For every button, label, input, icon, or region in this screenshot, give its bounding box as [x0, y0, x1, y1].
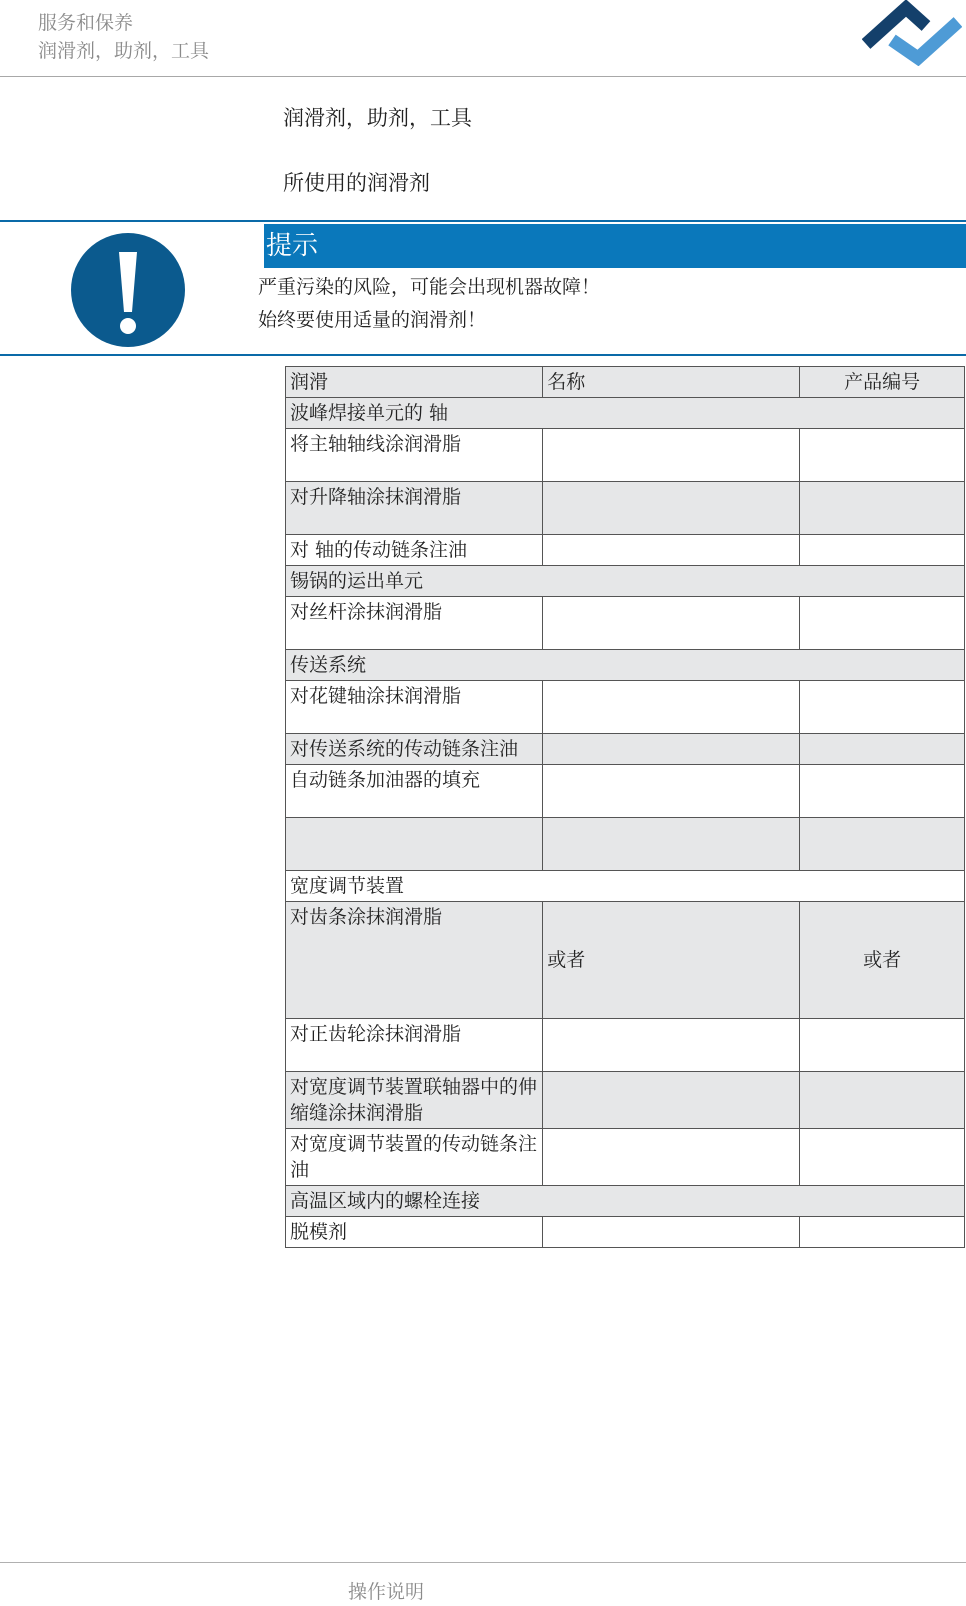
name-cell	[543, 1072, 800, 1129]
product-number-cell	[800, 734, 965, 765]
name-cell	[543, 818, 800, 871]
lubrication-cell: 对 轴的传动链条注油	[286, 535, 543, 566]
section-label: 宽度调节装置	[286, 871, 965, 902]
name-cell: 或者	[543, 902, 800, 1019]
notice-heading: 提示	[266, 231, 319, 261]
section-subtitle: 所使用的润滑剂	[283, 171, 430, 195]
product-number-cell	[800, 818, 965, 871]
header-chapter: 服务和保养	[38, 12, 134, 34]
table-row	[286, 765, 965, 818]
table-section-row	[286, 871, 965, 902]
lubrication-cell: 脱模剂	[286, 1217, 543, 1248]
section-label: 波峰焊接单元的 轴	[286, 398, 965, 429]
lubricant-table	[285, 366, 965, 1248]
footer-text: 操作说明	[348, 1581, 425, 1603]
header-cell-name: 名称	[543, 367, 800, 398]
name-cell	[543, 765, 800, 818]
table-row	[286, 1019, 965, 1072]
table-row	[286, 902, 965, 1019]
notice-text-line-2: 始终要使用适量的润滑剂！	[258, 309, 487, 331]
product-number-cell	[800, 681, 965, 734]
lubrication-cell	[286, 818, 543, 871]
exclamation-icon	[70, 232, 186, 348]
product-number-cell	[800, 1129, 965, 1186]
header-section: 润滑剂，助剂，工具	[38, 40, 210, 62]
name-cell	[543, 734, 800, 765]
header-cell-product-number: 产品编号	[800, 367, 965, 398]
footer-divider	[0, 1562, 966, 1563]
table-section-row	[286, 650, 965, 681]
product-number-cell: 或者	[800, 902, 965, 1019]
company-logo-icon	[862, 0, 962, 66]
product-number-cell	[800, 482, 965, 535]
lubrication-cell: 对齿条涂抹润滑脂	[286, 902, 543, 1019]
table-row	[286, 734, 965, 765]
lubrication-cell: 将主轴轴线涂润滑脂	[286, 429, 543, 482]
notice-bottom-divider	[0, 354, 966, 356]
table-row	[286, 1072, 965, 1129]
product-number-cell	[800, 535, 965, 566]
notice-text-line-1: 严重污染的风险，可能会出现机器故障！	[258, 276, 601, 298]
notice-heading-bar	[264, 224, 966, 268]
table-header-row	[286, 367, 965, 398]
lubrication-cell: 对传送系统的传动链条注油	[286, 734, 543, 765]
name-cell	[543, 597, 800, 650]
table-section-row	[286, 398, 965, 429]
table-section-row	[286, 1186, 965, 1217]
table-row	[286, 597, 965, 650]
name-cell	[543, 429, 800, 482]
lubrication-cell: 对丝杆涂抹润滑脂	[286, 597, 543, 650]
product-number-cell	[800, 429, 965, 482]
table-row	[286, 1129, 965, 1186]
lubrication-cell: 对正齿轮涂抹润滑脂	[286, 1019, 543, 1072]
section-label: 高温区域内的螺栓连接	[286, 1186, 965, 1217]
table-row	[286, 681, 965, 734]
header-divider	[0, 76, 966, 77]
product-number-cell	[800, 1217, 965, 1248]
name-cell	[543, 482, 800, 535]
product-number-cell	[800, 1019, 965, 1072]
table-row	[286, 535, 965, 566]
lubrication-cell: 对宽度调节装置联轴器中的伸缩缝涂抹润滑脂	[286, 1072, 543, 1129]
lubrication-cell: 对升降轴涂抹润滑脂	[286, 482, 543, 535]
notice-top-divider	[0, 220, 966, 222]
table-row	[286, 818, 965, 871]
section-label: 锡锅的运出单元	[286, 566, 965, 597]
table-row	[286, 1217, 965, 1248]
name-cell	[543, 1129, 800, 1186]
lubrication-cell: 自动链条加油器的填充	[286, 765, 543, 818]
lubrication-cell: 对宽度调节装置的传动链条注油	[286, 1129, 543, 1186]
name-cell	[543, 1217, 800, 1248]
product-number-cell	[800, 1072, 965, 1129]
product-number-cell	[800, 597, 965, 650]
lubrication-cell: 对花键轴涂抹润滑脂	[286, 681, 543, 734]
section-title: 润滑剂，助剂，工具	[283, 106, 472, 130]
section-label: 传送系统	[286, 650, 965, 681]
table-section-row	[286, 566, 965, 597]
name-cell	[543, 535, 800, 566]
header-cell-lubrication: 润滑	[286, 367, 543, 398]
name-cell	[543, 1019, 800, 1072]
name-cell	[543, 681, 800, 734]
product-number-cell	[800, 765, 965, 818]
table-row	[286, 429, 965, 482]
table-row	[286, 482, 965, 535]
